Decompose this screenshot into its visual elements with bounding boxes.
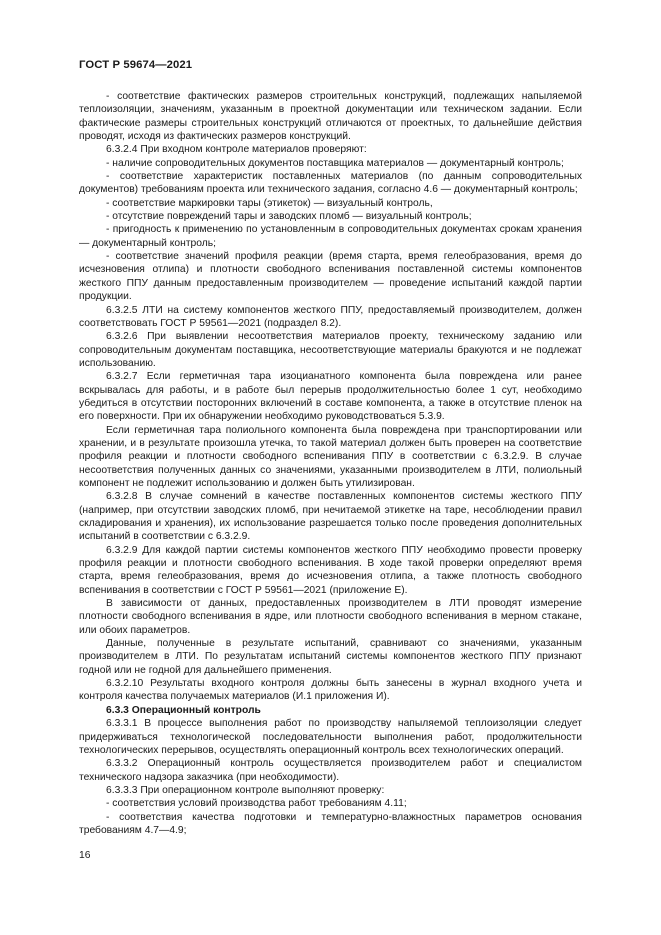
paragraph: - соответствие маркировки тары (этикеток) — визуальный контроль,	[106, 197, 433, 209]
page-number: 16	[79, 850, 91, 861]
paragraph: 6.3.3.1 В процессе выполнения работ по производству напыляемой теплоизоляции следует придерживаться технологической последовательности выполнения работ, продолжительности технологических перерывов, осуществлять операционный контроль всех технологических операций.	[79, 718, 582, 756]
paragraph: - соответствие характеристик поставленных материалов (по данным сопроводительных документов) требованиям проекта или технического задания, согласно 4.6 — документарный контроль;	[79, 171, 582, 196]
paragraph: 6.3.2.6 При выявлении несоответствия материалов проекту, техническому заданию или сопроводительным документам поставщика, несоответствующие материалы бракуются и не подлежат использованию.	[79, 331, 582, 369]
paragraph: - отсутствие повреждений тары и заводских пломб — визуальный контроль;	[106, 211, 472, 223]
paragraph: 6.3.2.7 Если герметичная тара изоцианатного компонента была повреждена или ранее вскрывалась для работы, и в работе был перерыв продолжительностью более 1 сут, необходимо убедиться в отсутствии посторонних включений в составе компонента, а также в отсутствие пленок на его поверхности. При их обнаружении необходимо руководствоваться 5.3.9.	[79, 371, 582, 423]
paragraph: 6.3.2.9 Для каждой партии системы компонентов жесткого ППУ необходимо провести проверку профиля реакции и плотности свободного вспенивания. В ходе такой проверки определяют время старта, время гелеобразования, время до исчезновения отлипа, а также плотность свободного вспенивания в соответствии с ГОСТ Р 59561—2021 (приложение Е).	[79, 544, 582, 596]
paragraph: 6.3.3.2 Операционный контроль осуществляется производителем работ и специалистом технического надзора заказчика (при необходимости).	[79, 758, 582, 783]
paragraph: - соответствие фактических размеров строительных конструкций, подлежащих напыляемой теплоизоляции, значениям, указанным в проектной документации или техническом задании. Если фактические размеры строительных конструкций отличаются от проектных, то дальнейшие действия проводят, исходя из фактических размеров конструкций.	[79, 91, 582, 143]
paragraph: 6.3.3.3 При операционном контроле выполняют проверку:	[106, 784, 385, 796]
paragraph: 6.3.2.4 При входном контроле материалов проверяют:	[106, 144, 367, 156]
paragraph: - пригодность к применению по установленным в сопроводительных документах срокам хранения — документарный контроль;	[79, 224, 582, 249]
paragraph: 6.3.2.5 ЛТИ на систему компонентов жесткого ППУ, предоставляемый производителем, должен соответствовать ГОСТ Р 59561—2021 (подраздел 8.2).	[79, 304, 582, 329]
section-heading: 6.3.3 Операционный контроль	[106, 704, 261, 716]
paragraph: - наличие сопроводительных документов поставщика материалов — документарный контроль;	[106, 157, 564, 169]
document-header: ГОСТ Р 59674—2021	[79, 59, 193, 71]
paragraph: 6.3.2.8 В случае сомнений в качестве поставленных компонентов системы жесткого ППУ (например, при отсутствии заводских пломб, при нечитаемой этикетке на таре, несоблюдении правил складирования и хранения), их использование разрешается только после проведения дополнительных испытаний в соответствии с 6.3.2.9.	[79, 491, 582, 543]
paragraph: - соответствие значений профиля реакции (время старта, время гелеобразования, время до исчезновения отлипа) и плотности свободного вспенивания поставленной системы компонентов жесткого ППУ данным предоставленным производителем — проведение испытаний каждой партии продукции.	[79, 251, 582, 303]
paragraph: Если герметичная тара полиольного компонента была повреждена при транспортировании или хранении, и в результате произошла утечка, то такой материал должен быть проверен на соответствие профиля реакции и плотности свободного вспенивания ППУ в соответствии с 6.3.2.9. В случае несоответствия полученных данных со значениями, указанными производителем в ЛТИ, полиольный компонент не подлежит использованию и должен быть утилизирован.	[79, 424, 582, 489]
paragraph: 6.3.2.10 Результаты входного контроля должны быть занесены в журнал входного учета и контроля качества получаемых материалов (И.1 приложения И).	[79, 678, 582, 703]
paragraph: Данные, полученные в результате испытаний, сравнивают со значениями, указанным производителем в ЛТИ. По результатам испытаний системы компонентов жесткого ППУ признают годной или не годной для дальнейшего применения.	[79, 638, 582, 676]
paragraph: - соответствия условий производства работ требованиям 4.11;	[106, 798, 407, 810]
paragraph: - соответствия качества подготовки и температурно-влажностных параметров основания требованиям 4.7—4.9;	[79, 811, 582, 836]
paragraph: В зависимости от данных, предоставленных производителем в ЛТИ проводят измерение плотности свободного вспенивания в ядре, или плотности свободного вспенивания в мерном стакане, или обоих параметров.	[79, 598, 582, 636]
document-body	[79, 90, 582, 837]
